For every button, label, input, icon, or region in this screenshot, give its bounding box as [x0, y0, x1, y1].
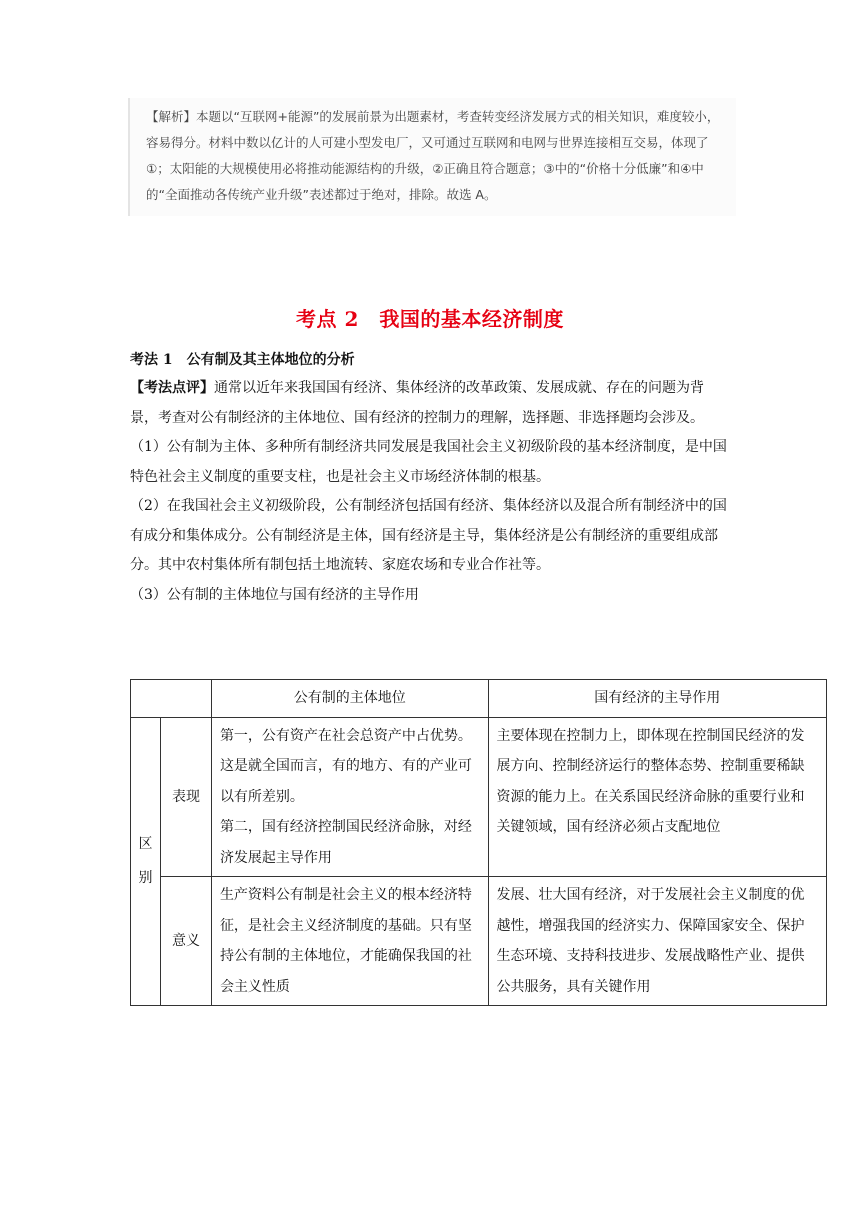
point-1: （1）公有制为主体、多种所有制经济共同发展是我国社会主义初级阶段的基本经济制度，是中国特色社会主义制度的重要支柱，也是社会主义市场经济体制的根基。 [130, 439, 727, 485]
row-label-performance: 表现 [160, 717, 211, 877]
point-2: （2）在我国社会主义初级阶段，公有制经济包括国有经济、集体经济以及混合所有制经济中的国有成分和集体成分。公有制经济是主体，国有经济是主导，集体经济是公有制经济的重要组成部分。其中农村集体所有制包括土地流转、家庭农场和专业合作社等。 [130, 498, 727, 573]
cell-significance-col2: 发展、壮大国有经济，对于发展社会主义制度的优越性，增强我国的经济实力、保障国家安全、保护生态环境、支持科技进步、发展战略性产业、提供公共服务，具有关键作用 [488, 877, 827, 1006]
cell-significance-col1: 生产资料公有制是社会主义的根本经济特征，是社会主义经济制度的基础。只有坚持公有制的主体地位，才能确保我国的社会主义性质 [211, 877, 488, 1006]
point-3: （3）公有制的主体地位与国有经济的主导作用 [130, 586, 419, 603]
group-label-cell [131, 717, 161, 1006]
row-label-significance: 意义 [160, 877, 211, 1006]
review-paragraph [130, 374, 730, 433]
analysis-text: 【解析】本题以“互联网+能源”的发展前景为出题素材，考查转变经济发展方式的相关知识，难度较小，容易得分。材料中数以亿计的人可建小型发电厂，又可通过互联网和电网与世界连接相互交易，体现了①；太阳能的大规模使用必将推动能源结构的升级，②正确且符合题意；③中的“价格十分低廉”和④中的“全面推动各传统产业升级”表述都过于绝对，排除。故选 A。 [146, 109, 720, 202]
method-title: 考法 1 公有制及其主体地位的分析 [130, 352, 355, 368]
content-body [130, 374, 730, 610]
header-col2: 国有经济的主导作用 [488, 680, 827, 718]
comparison-table [130, 679, 827, 1006]
group-label-char-1: 区 [138, 836, 153, 853]
header-empty-cell [131, 680, 212, 718]
analysis-image-box [128, 98, 736, 216]
performance-col1-first: 第一，公有资产在社会总资产中占优势。这是就全国而言，有的地方、有的产业可以有所差别。 [219, 727, 472, 805]
section-title: 考点 2 我国的基本经济制度 [296, 307, 564, 331]
cell-performance-col1 [211, 717, 488, 877]
review-label: 【考法点评】 [130, 380, 214, 396]
header-col1: 公有制的主体地位 [211, 680, 488, 718]
performance-col1-second: 第二，国有经济控制国民经济命脉，对经济发展起主导作用 [219, 819, 472, 866]
review-text: 通常以近年来我国国有经济、集体经济的改革政策、发展成就、存在的问题为背景，考查对公有制经济的主体地位、国有经济的控制力的理解，选择题、非选择题均会涉及。 [130, 380, 704, 426]
table-row-performance [131, 717, 827, 877]
group-label-char-2: 别 [138, 870, 153, 887]
table-row-significance [131, 877, 827, 1006]
table-header-row [131, 680, 827, 718]
cell-performance-col2: 主要体现在控制力上，即体现在控制国民经济的发展方向、控制经济运行的整体态势、控制重要稀缺资源的能力上。在关系国民经济命脉的重要行业和关键领域，国有经济必须占支配地位 [488, 717, 827, 877]
